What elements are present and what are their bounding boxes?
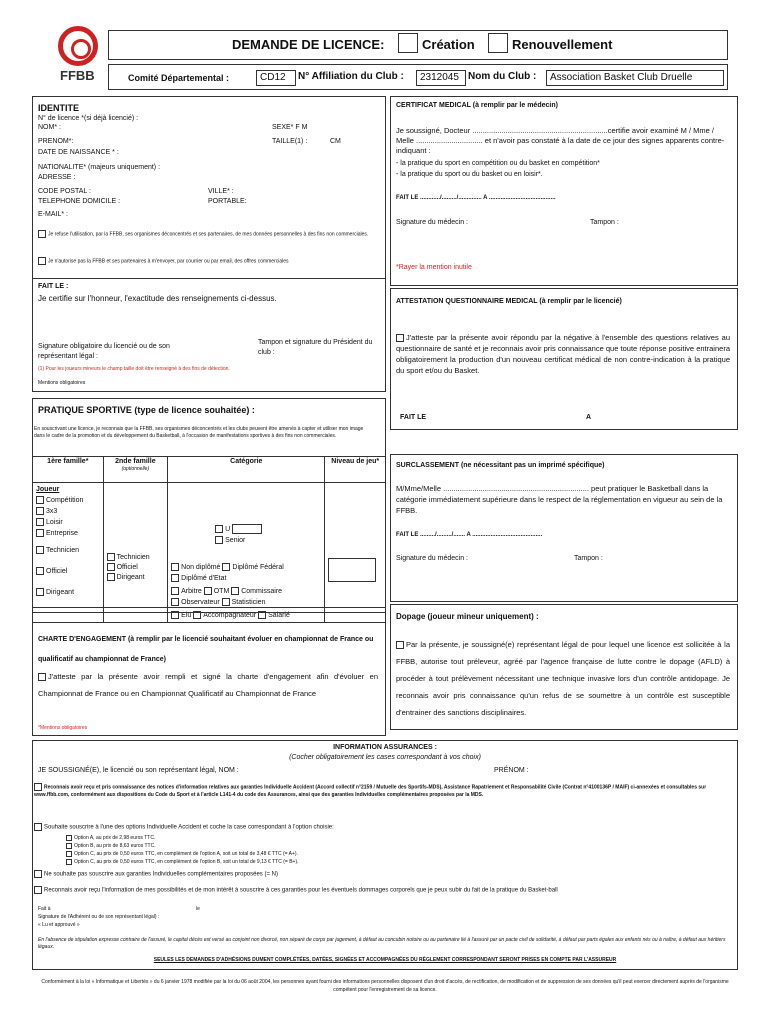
fait-le-label: FAIT LE : (38, 283, 69, 290)
certificat-text: Je soussigné, Docteur .................................................................certifie avoir examiné M / Mme / Melle ................................ et n'avoir pas constaté à la date de ce jour des signes apparents contre-indiquant : (396, 126, 725, 155)
comite-field[interactable]: CD12 (256, 70, 296, 86)
u-label: U (225, 526, 231, 533)
assurance-lu: « Lu et approuvé » (38, 922, 80, 928)
option-aplus-checkbox[interactable] (66, 851, 72, 857)
col-h2: 2nde famille (115, 458, 156, 465)
arbitre-label: Arbitre (181, 588, 202, 595)
refus2-text: Je n'autorise pas la FFBB et ses partenaires à m'envoyer, par courrier ou par email, des offres commerciales (48, 258, 289, 265)
arbitre-checkbox[interactable] (171, 587, 179, 595)
surclassement-tampon: Tampon : (574, 555, 603, 562)
certificat-signature: Signature du médecin : (396, 219, 468, 226)
competition-label: Compétition (46, 497, 84, 504)
charte-mentions: *Mentions obligatoires (38, 725, 88, 731)
assurance-absence: En l'absence de stipulation expresse contraire de l'assuré, le capital décès est versé au conjoint non divorcé, non séparé de corps par jugement, à défaut au concubin notoire ou au partenaire lié à l'assuré par un pacte civil de solidarité, à défaut par parts égales aux enfants nés ou à naître, à défaut aux héritiers légaux. (38, 937, 726, 950)
surclassement-text: M/Mme/Melle ...................................................................... peut pratiquer le Basketball dans la catégorie immédiatement supérieure dans le respect de la réglementation en vigueur au sein de la FFBB. (396, 484, 723, 515)
brand-text: FFBB (60, 68, 95, 83)
tel-label: TELEPHONE DOMICILE : (38, 198, 121, 205)
signature-label: Signature obligatoire du licencié ou de son représentant légal : (38, 343, 170, 360)
affil-field[interactable]: 2312045 (416, 70, 466, 86)
technicien-label: Technicien (46, 547, 80, 554)
renouvellement-label: Renouvellement (512, 37, 613, 52)
option-bplus-checkbox[interactable] (66, 859, 72, 865)
officiel-label: Officiel (46, 568, 68, 575)
dirigeant2-label: Dirigeant (116, 574, 145, 581)
senior-label: Senior (225, 537, 246, 544)
option-a-checkbox[interactable] (66, 835, 72, 841)
col-h2-sub: (optionnelle) (121, 466, 150, 472)
entreprise-checkbox[interactable] (36, 529, 44, 537)
option-b-checkbox[interactable] (66, 843, 72, 849)
footer-text: Conformément à la loi « Informatique et Libertés » du 6 janvier 1978 modifiée par la loi du 06 août 2004, les personnes ayant fourni des informations personnelles disposent d'un droit d'accès, de rectification, de modification et de suppression de ses données qu'il peut exercer directement auprès de l'organisme compétent pour l'enregistrement de sa licence. (41, 979, 729, 993)
certificat-section (390, 96, 738, 286)
non-diplome-checkbox[interactable] (171, 563, 179, 571)
reconnais-checkbox[interactable] (34, 783, 42, 791)
charte-text: J'atteste par la présente avoir rempli et signé la charte d'engagement afin d'évoluer en Championnat de France ou en Championnat Qualificatif au Championnat de France (38, 672, 378, 698)
non-diplome-label: Non diplômé (181, 564, 221, 571)
creation-label: Création (422, 37, 475, 52)
option-aplus: Option C, au prix de 0,50 euros TTC, en complément de l'option A, soit un total de 3,48 € TTC (= A+). (74, 851, 298, 857)
officiel-checkbox[interactable] (36, 567, 44, 575)
x3-checkbox[interactable] (36, 507, 44, 515)
prenom-label: PRENOM*: (38, 138, 74, 145)
renouvellement-checkbox[interactable] (488, 33, 508, 53)
observateur-checkbox[interactable] (171, 598, 179, 606)
creation-checkbox[interactable] (398, 33, 418, 53)
niveau-field[interactable] (328, 558, 376, 582)
x3-label: 3x3 (46, 508, 58, 515)
col-h4: Niveau de jeu* (331, 458, 380, 465)
code-postal-label: CODE POSTAL : (38, 188, 91, 195)
salarie-label: Salarié (268, 612, 290, 619)
option-b: Option B, au prix de 8,63 euros TTC. (74, 843, 156, 849)
divider (32, 278, 386, 279)
rayer-text: *Rayer la mention inutile (396, 264, 472, 271)
assurance-title: INFORMATION ASSURANCES : (333, 744, 437, 751)
pratique-table (32, 456, 386, 623)
u-age-field[interactable] (232, 524, 262, 534)
reconnais2-text: Reconnais avoir reçu l'information de mes possibilités et de mon intérêt à souscrire à ces garanties pour les éventuels dommages corporels que je peux subir du fait de la pratique du Basket-ball (44, 887, 558, 894)
pratique-intro: En souscrivant une licence, je reconnais que la FFBB, ses organismes déconcentrés et les clubs peuvent être amenés à capter et utiliser mon image dans le cadre de la promotion et du développement du Basketball, à l'occasion de manifestations sportives à des fins non commerciales. (34, 426, 364, 439)
col-h3: Catégorie (230, 458, 263, 465)
statisticien-checkbox[interactable] (222, 598, 230, 606)
assurance-cocher: (Cocher obligatoirement les cases correspondant à vos choix) (289, 754, 481, 761)
option-bplus: Option C, au prix de 0,50 euros TTC, en complément de l'option B, soit un total de 9,13 € TTC (= B+). (74, 859, 299, 865)
assurance-prenom: PRÉNOM : (494, 767, 529, 774)
observateur-label: Observateur (181, 599, 220, 606)
taille-label: TAILLE(1) : (272, 138, 308, 145)
u-checkbox[interactable] (215, 525, 223, 533)
statisticien-label: Statisticien (231, 599, 266, 606)
technicien2-label: Technicien (116, 554, 150, 561)
officiel2-label: Officiel (116, 564, 138, 571)
dopage-checkbox[interactable] (396, 641, 404, 649)
assurance-seules: SEULES LES DEMANDES D'ADHÉSIONS DUMENT COMPLÉTÉES, DATÉES, SIGNÉES ET ACCOMPAGNÉES DU RÈGLEMENT CORRESPONDANT SERONT PRISES EN COMPTE PAR L'ASSUREUR (153, 957, 617, 963)
ne-souhaite-text: Ne souhaite pas souscrire aux garanties Individuelles complémentaires proposées (= N) (44, 871, 278, 878)
attestation-a: A (586, 414, 592, 421)
attestation-fait: FAIT LE (400, 414, 427, 421)
dopage-title: Dopage (joueur mineur uniquement) : (396, 612, 539, 621)
assurance-le: le (196, 906, 200, 912)
cm-label: CM (330, 138, 341, 145)
refus2-checkbox[interactable] (38, 257, 46, 265)
nationalite-label: NATIONALITE* (majeurs uniquement) : (38, 164, 161, 171)
option-a: Option A, au prix de 2,98 euros TTC. (74, 835, 156, 841)
diplome-etat-checkbox[interactable] (171, 574, 179, 582)
competition-checkbox[interactable] (36, 496, 44, 504)
technicien-checkbox[interactable] (36, 546, 44, 554)
entreprise-label: Entreprise (46, 530, 78, 537)
diplome-fed-checkbox[interactable] (222, 563, 230, 571)
loisir-checkbox[interactable] (36, 518, 44, 526)
certificat-fait: FAIT LE ............/........./.............. A ........................................ (396, 195, 556, 201)
loisir-label: Loisir (46, 519, 63, 526)
surclassement-section (390, 454, 738, 602)
certificat-item2: - la pratique du sport ou du basket ou en loisir*. (396, 171, 543, 178)
naissance-label: DATE DE NAISSANCE * : (38, 149, 119, 156)
comite-label: Comité Départemental : (128, 73, 230, 83)
col-h1: 1ère famille* (47, 458, 89, 465)
adresse-label: ADRESSE : (38, 174, 76, 181)
charte-checkbox[interactable] (38, 673, 46, 681)
assurance-nom: JE SOUSSIGNÉ(E), le licencié ou son représentant légal, NOM : (38, 767, 239, 774)
souhaite-checkbox[interactable] (34, 823, 42, 831)
dirigeant-label: Dirigeant (46, 589, 75, 596)
otm-checkbox[interactable] (204, 587, 212, 595)
surclassement-signature: Signature du médecin : (396, 555, 468, 562)
diplome-fed-label: Diplômé Fédéral (232, 564, 284, 571)
officiel2-checkbox[interactable] (107, 563, 115, 571)
elu-label: Elu (181, 612, 192, 619)
affil-label: N° Affiliation du Club : (298, 71, 404, 82)
dirigeant2-checkbox[interactable] (107, 573, 115, 581)
nom-label: NOM* : (38, 124, 61, 131)
email-label: E-MAIL* : (38, 211, 68, 218)
surclassement-title: SURCLASSEMENT (ne nécessitant pas un imprimé spécifique) (396, 462, 605, 469)
otm-label: OTM (213, 588, 230, 595)
certificat-tampon: Tampon : (590, 219, 619, 226)
certificat-item1: - la pratique du sport en compétition ou du basket en compétition* (396, 160, 600, 167)
souhaite-text: Souhaite souscrire à l'une des options Individuelle Accident et coche la case correspondant à l'option choisie: (44, 824, 334, 831)
sexe-label: SEXE* F M (272, 124, 308, 131)
identite-title: IDENTITE (38, 103, 80, 113)
ne-souhaite-checkbox[interactable] (34, 870, 42, 878)
accompagnateur-label: Accompagnateur (203, 612, 257, 619)
assurance-fait: Fait à (38, 906, 51, 912)
dopage-text: Par la présente, je soussigné(e) représentant légal de pour lequel une licence est sollicitée à la FFBB, autorise tout préleveur, agréé par l'agence française de lutte contre le dopage (AFLD) à procéder à tout prélèvement nécessitant une technique invasive lors d'un contrôle antidopage. Je reconnais avoir pris connaissance qu'un refus de se soumettre à un contrôle est susceptible d'entrainer des sanctions disciplinaires. (396, 640, 730, 717)
assurance-sig: Signature de l'Adhérent ou de son représentant légal) : (38, 914, 160, 920)
portable-label: PORTABLE: (208, 198, 247, 205)
charte-title: CHARTE D'ENGAGEMENT (à remplir par le licencié souhaitant évoluer en championnat de France ou qualificatif au championnat de France) (38, 636, 374, 663)
refus1-checkbox[interactable] (38, 230, 46, 238)
licence-no-label: N° de licence *(si déjà licencié) : (38, 115, 139, 122)
tampon-label: Tampon et signature du Président du club : (258, 339, 373, 356)
commissaire-label: Commissaire (241, 588, 283, 595)
attestation-text: J'atteste par la présente avoir répondu par la négative à l'ensemble des questions relatives au questionnaire de santé et je reconnais avoir pris connaissance que toute réponse positive entrainera obligatoirement la production d'un nouveau certificat médical de non contre-indication à la pratique du sport et/ou du Basket. (396, 333, 730, 375)
club-field[interactable]: Association Basket Club Druelle (546, 70, 724, 86)
pratique-title: PRATIQUE SPORTIVE (type de licence souhaitée) : (38, 405, 255, 415)
reconnais-text: Reconnais avoir reçu et pris connaissance des notices d'information relatives aux garanties Individuelle Accident (Accord collectif n°2159 / Mutuelle des Sportifs-MDS), Assistance Rapatriement et Responsabilité Civile (Contrat n°4100136P / MAIF) ci-annexées et consultables sur www.ffbb.com, conformément aux dispositions du Code du Sport et à l'article L141-4 du code des Assurances, ainsi que des garanties Individuelles complémentaires proposées par la MDS. (34, 784, 707, 799)
certificat-title: CERTIFICAT MEDICAL (à remplir par le médecin) (396, 102, 558, 109)
page-title: DEMANDE DE LICENCE: (232, 37, 385, 52)
title-box (108, 30, 728, 60)
dirigeant-checkbox[interactable] (36, 588, 44, 596)
diplome-etat-label: Diplômé d'Etat (181, 575, 227, 582)
certifie-text: Je certifie sur l'honneur, l'exactitude des renseignements ci-dessus. (38, 294, 277, 303)
refus1-text: Je refuse l'utilisation, par la FFBB, ses organismes déconcentrés et ses partenaires, de mes données personnelles à des fins non commerciales. (48, 231, 369, 238)
senior-checkbox[interactable] (215, 536, 223, 544)
commissaire-checkbox[interactable] (231, 587, 239, 595)
ffbb-logo (58, 26, 98, 66)
reconnais2-checkbox[interactable] (34, 886, 42, 894)
surclassement-fait: FAIT LE ........./........./....... A .......................................... (396, 532, 543, 538)
note1: (1) Pour les joueurs mineurs le champ taille doit être renseigné à des fins de détection. (38, 366, 230, 372)
joueur-label: Joueur (36, 486, 60, 493)
attestation-checkbox[interactable] (396, 334, 404, 342)
technicien2-checkbox[interactable] (107, 553, 115, 561)
ville-label: VILLE* : (208, 188, 234, 195)
club-label: Nom du Club : (468, 71, 537, 82)
mentions: Mentions obligatoires (38, 380, 86, 386)
attestation-title: ATTESTATION QUESTIONNAIRE MEDICAL (à remplir par le licencié) (396, 298, 622, 305)
